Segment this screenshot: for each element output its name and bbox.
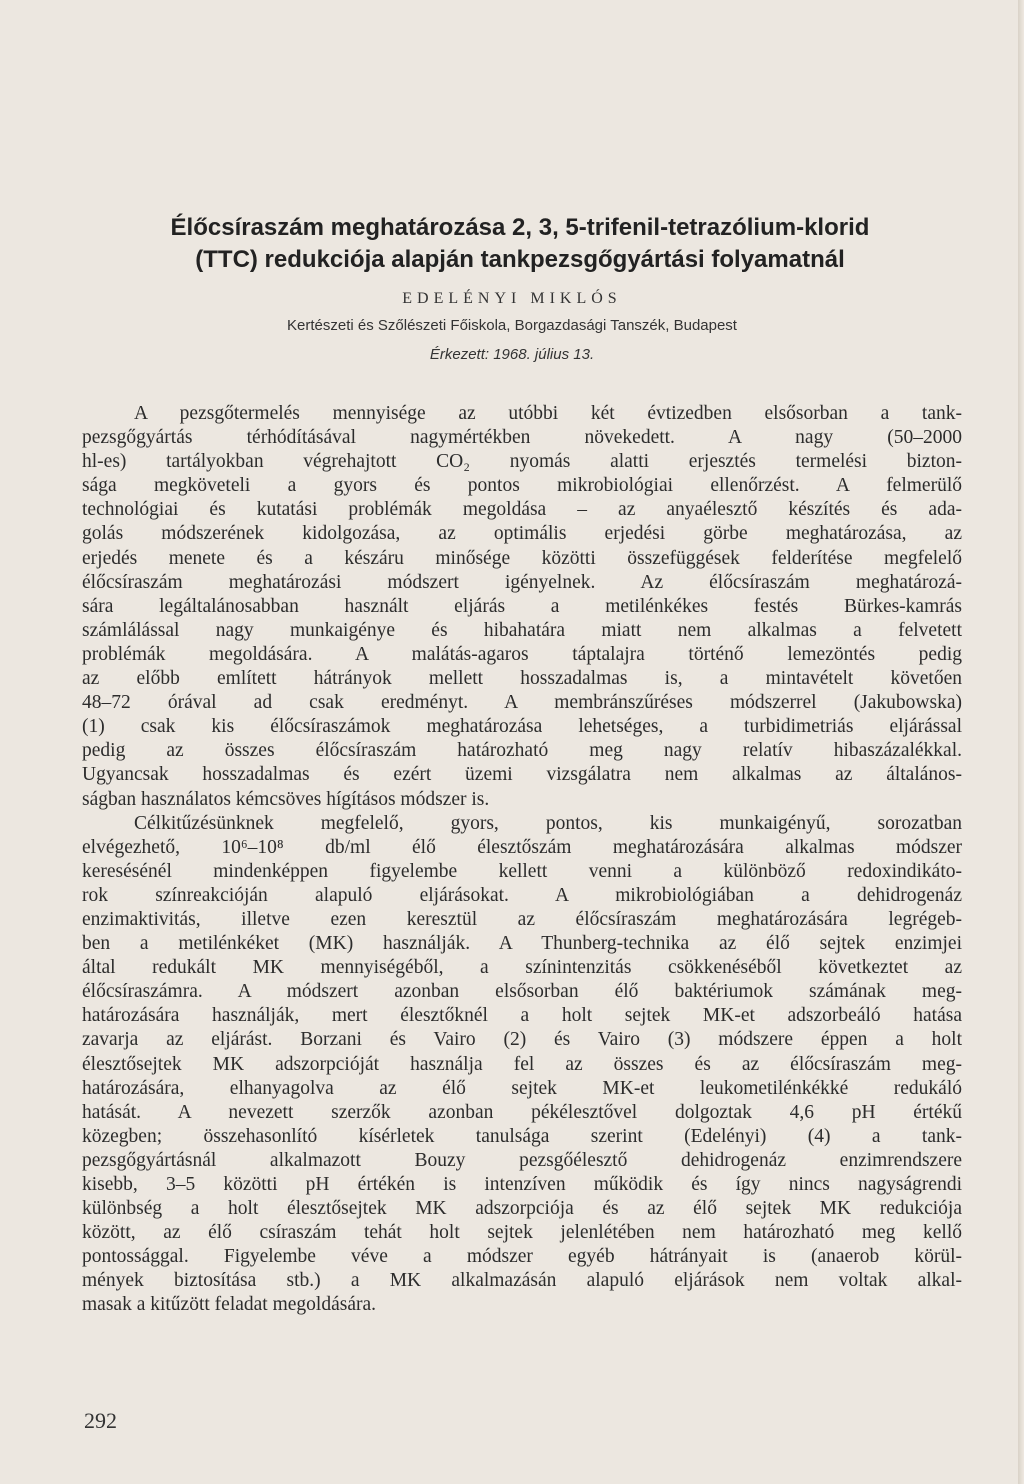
body-line: zavarja az eljárást. Borzani és Vairo (2) és Vairo (3) módszere éppen a holt — [82, 1029, 962, 1051]
body-line: kisebb, 3–5 közötti pH értékén is intenzíven működik és így nincs nagyságrendi — [82, 1174, 962, 1195]
author-name: EDELÉNYI MIKLÓS — [402, 290, 622, 307]
body-line: hatását. A nevezett szerzők azonban pékélesztővel dolgoztak 4,6 pH értékű — [82, 1101, 962, 1123]
body-line: sága megköveteli a gyors és pontos mikrobiológiai ellenőrzést. A felmerülő — [82, 475, 962, 497]
body-line: határozására, elhanyagolva az élő sejtek MK-et leukometilénkékké redukáló — [82, 1077, 962, 1099]
body-line: az előbb említett hátrányok mellett hosszadalmas is, a mintavételt követően — [82, 668, 962, 690]
page-number: 292 — [84, 1408, 117, 1433]
body-line: enzimaktivitás, illetve ezen keresztül az élőcsíraszám meghatározására legrégeb- — [82, 908, 962, 930]
page-edge-shadow — [1018, 0, 1024, 1484]
body-line: között, az élő csíraszám tehát holt sejtek jelenlétében nem határozható meg kellő — [82, 1222, 962, 1244]
title-line-2: (TTC) redukciója alapján tankpezsgőgyártási folyamatnál — [195, 246, 845, 273]
body-line: hl-es) tartályokban végrehajtott CO₂ nyomás alatti erjesztés termelési bizton- — [82, 451, 962, 473]
body-line: keresésénél mindenképpen figyelembe kellett venni a különböző redoxindikáto- — [82, 860, 962, 882]
body-line: közegben; összehasonlító kísérletek tanulsága szerint (Edelényi) (4) a tank- — [82, 1125, 962, 1147]
body-line: A pezsgőtermelés mennyisége az utóbbi két évtizedben elsősorban a tank- — [134, 403, 962, 424]
body-line: élesztősejtek MK adszorpcióját használja fel az összes és az élőcsíraszám meg- — [82, 1053, 962, 1075]
article-body — [82, 402, 962, 1318]
author-affiliation: Kertészeti és Szőlészeti Főiskola, Borgazdasági Tanszék, Budapest — [287, 317, 737, 334]
body-line: pedig az összes élőcsíraszám határozható meg nagy relatív hibaszázalékkal. — [82, 740, 962, 762]
body-line: által redukált MK mennyiségéből, a színintenzitás csökkenéséből következtet az — [82, 957, 962, 979]
body-line: golás módszerének kidolgozása, az optimális erjedési görbe meghatározása, az — [82, 523, 962, 545]
body-line: erjedés menete és a készáru minősége közötti összefüggések felderítése megfelelő — [82, 547, 962, 569]
body-line: elvégezhető, 10⁶–10⁸ db/ml élő élesztőszám meghatározására alkalmas módszer — [82, 836, 962, 858]
body-line: sára legáltalánosabban használt eljárás a metilénkékes festés Bürkes-kamrás — [82, 595, 962, 617]
body-line: élőcsíraszámra. A módszert azonban elsősorban élő baktériumok számának meg- — [82, 981, 962, 1003]
body-line: határozására használják, mert élesztőknél a holt sejtek MK-et adszorbeáló hatása — [82, 1005, 962, 1027]
body-line: élőcsíraszám meghatározási módszert igényelnek. Az élőcsíraszám meghatározá- — [82, 571, 962, 593]
article-title — [60, 212, 980, 276]
body-line: masak a kitűzött feladat megoldására. — [82, 1294, 377, 1316]
body-line: 48–72 órával ad csak eredményt. A membránszűréses módszerrel (Jakubowska) — [82, 692, 962, 714]
body-line: rok színreakcióján alapuló eljárásokat. A mikrobiológiában a dehidrogenáz — [82, 884, 962, 906]
body-line: (1) csak kis élőcsíraszámok meghatározása lehetséges, a turbidimetriás eljárással — [82, 716, 962, 738]
body-line: ságban használatos kémcsöves hígításos módszer is. — [82, 788, 490, 810]
body-line: problémák megoldására. A malátás-agaros táptalajra történő lemezöntés pedig — [82, 643, 962, 665]
body-line: ben a metilénkéket (MK) használják. A Thunberg-technika az élő sejtek enzimjei — [82, 933, 962, 955]
title-line-1: Élőcsíraszám meghatározása 2, 3, 5-trifenil-tetrazólium-klorid — [170, 214, 870, 241]
body-line: technológiai és kutatási problémák megoldása – az anyaélesztő készítés és ada- — [82, 499, 962, 521]
body-line: pontossággal. Figyelembe véve a módszer egyéb hátrányait is (anaerob körül- — [82, 1246, 962, 1268]
body-line: számlálással nagy munkaigénye és hibahatára miatt nem alkalmas a felvetett — [82, 619, 962, 641]
body-line: különbség a holt élesztősejtek MK adszorpciója és az élő sejtek MK redukciója — [82, 1198, 962, 1220]
body-line: Célkitűzésünknek megfelelő, gyors, pontos, kis munkaigényű, sorozatban — [134, 812, 962, 834]
body-line: pezsgőgyártás térhódításával nagymértékben növekedett. A nagy (50–2000 — [82, 427, 962, 449]
body-line: pezsgőgyártásnál alkalmazott Bouzy pezsgőélesztő dehidrogenáz enzimrendszere — [82, 1149, 962, 1171]
body-line: mények biztosítása stb.) a MK alkalmazásán alapuló eljárások nem voltak alkal- — [82, 1270, 962, 1292]
received-date: Érkezett: 1968. július 13. — [429, 346, 595, 363]
body-line: Ugyancsak hosszadalmas és ezért üzemi vizsgálatra nem alkalmas az általános- — [82, 764, 962, 786]
